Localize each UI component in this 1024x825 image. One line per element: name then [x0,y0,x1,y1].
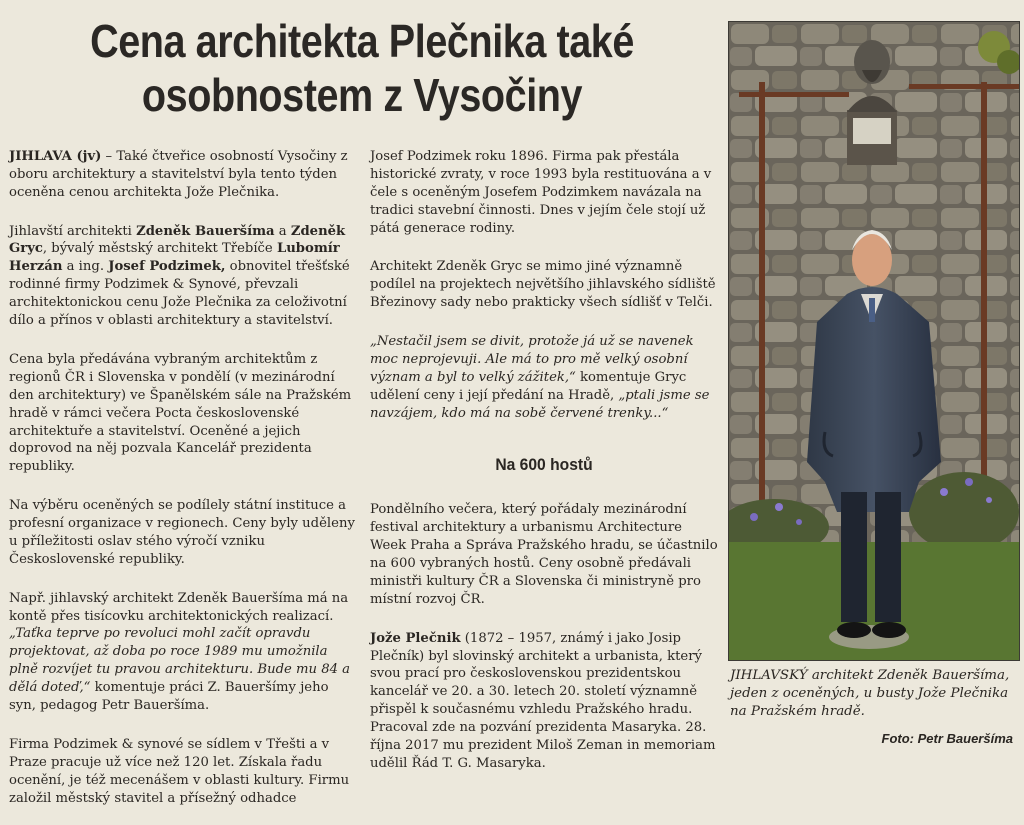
text-span: Josef Podzimek roku 1896. Firma pak přestála historické zvraty, v roce 1993 byla restituována a v čele s oceněným Josefem Podzimkem navázala na tradici stavební činnosti. Dnes v jejím čele stojí už pátá generace rodiny. [370,148,712,236]
text-span: a ing. [62,259,109,275]
paragraph-gryc [370,258,718,312]
paragraph-plecnik [370,630,718,773]
text-span: Na výběru oceněných se podílely státní instituce a profesní organizace v regionech. Ceny byly uděleny u příležitosti oslav stého výročí vzniku Československé republiky. [9,498,355,567]
text-span: , bývalý městský architekt Třebíče [42,241,277,257]
photo-illustration [729,22,1019,660]
article-headline: Cena architekta Plečnika také osobnostem z Vysočiny [90,15,634,121]
text-span: a [274,223,291,239]
paragraph-gryc-quote [370,333,718,423]
text-span: Firma Podzimek & synové se sídlem v Třešti a v Praze pracuje už více než 120 let. Získala řadu ocenění, je též mecenášem v oblasti kultury. Firmu založil městský stavitel a přísežný odhadce [9,736,350,806]
paragraph-firm-history [370,148,718,238]
photo-credit: Foto: Petr Baueršíma [881,731,1013,746]
paragraph-awardees [9,223,357,330]
text-span: Např. jihlavský architekt Zdeněk Baueršíma má na kontě přes tisícovku architektonických realizací. [9,590,349,624]
text-span: Pondělního večera, který pořádaly mezinárodní festival architektury a urbanismu Architecture Week Praha a Správa Pražského hradu, se účastnilo na 600 vybraných hostů. Ceny osobně předávali ministři kultury ČR a Slovenska či ministryně pro místní rozvoj ČR. [370,502,718,607]
section-subhead: Na 600 hostů [495,455,593,475]
text-span: komentuje práci Z. Baueršímy jeho syn, pedagog Petr Baueršíma. [9,680,329,714]
text-span: (1872 – 1957, známý i jako Josip Plečník) byl slovinský architekt a urbanista, který svou prací pro československou prezidentskou kancelář ve 20. a 30. letech 20. století významně přispěl k současnému vzhledu Pražského hradu. Pracoval zde na pozvání prezidenta Masaryka. 28. října 2017 mu prezident Miloš Zeman in memoriam udělil Řád T. G. Masaryka. [370,630,716,771]
dateline: JIHLAVA (jv) [9,148,102,164]
quote: „Nestačil jsem se divit, protože já už se navenek moc neprojevuji. Ale má to pro mě velký osobní význam a byl to velký zážitek,“ [370,333,694,385]
paragraph-bauersima [9,590,357,715]
lead-text: – Také čtveřice osobností Vysočiny z oboru architektury a stavitelství byla tento týden oceněna cenou architekta Jože Plečnika. [9,148,348,200]
name-plecnik: Jože Plečnik [370,630,461,646]
name-bauersima: Zdeněk Baueršíma [136,223,275,239]
text-span: komentuje Gryc udělení ceny i její předání na Hradě, [370,369,687,403]
name-gryc: Zdeněk Gryc [9,223,346,257]
text-span: Architekt Zdeněk Gryc se mimo jiné významně podílel na projektech největšího jihlavského sídliště Březinovy sady nebo prakticky všech sídlišť v Telči. [370,259,716,311]
paragraph-selection [9,497,357,569]
paragraph-event [370,501,718,608]
rusty-pole [759,82,765,502]
article-column-1 [9,130,357,825]
text-span: Jihlavští architekti [9,223,137,239]
article-column-2 [370,130,718,791]
lead-paragraph [9,148,357,202]
quote: „Taťka teprve po revoluci mohl začít opravdu projektovat, až doba po roce 1989 mu umožnila plně rozvíjet tu pravou architekturu. Bude mu 84 a dělá doteď,“ [9,626,351,696]
paragraph-podzimek-firm [9,736,357,808]
quote: „ptali jsme se navzájem, kdo má na sobě červené trenky...“ [370,387,710,421]
name-podzimek: Josef Podzimek, [108,259,226,275]
rusty-pole [981,82,987,502]
text-span: obnovitel třešťské rodinné firmy Podzimek & Synové, převzali architektonickou cenu Jože Plečnika za celoživotní dílo a přínos v oblasti architektury a stavitelství. [9,259,350,329]
paragraph-ceremony [9,351,357,476]
photo-caption: JIHLAVSKÝ architekt Zdeněk Baueršíma, jeden z oceněných, u busty Jože Plečnika na Pražském hradě. [730,668,1010,719]
article-photo [728,21,1020,661]
text-span: Cena byla předávána vybraným architektům z regionů ČR i Slovenska v pondělí (v mezinárodní den architektury) ve Španělském sále na Pražském hradě v rámci večera Pocta československé architektuře a stavitelství. Oceněné a jejich doprovod na něj pozvala Kancelář prezidenta republiky. [9,351,352,475]
name-herzan: Lubomír Herzán [9,241,340,275]
